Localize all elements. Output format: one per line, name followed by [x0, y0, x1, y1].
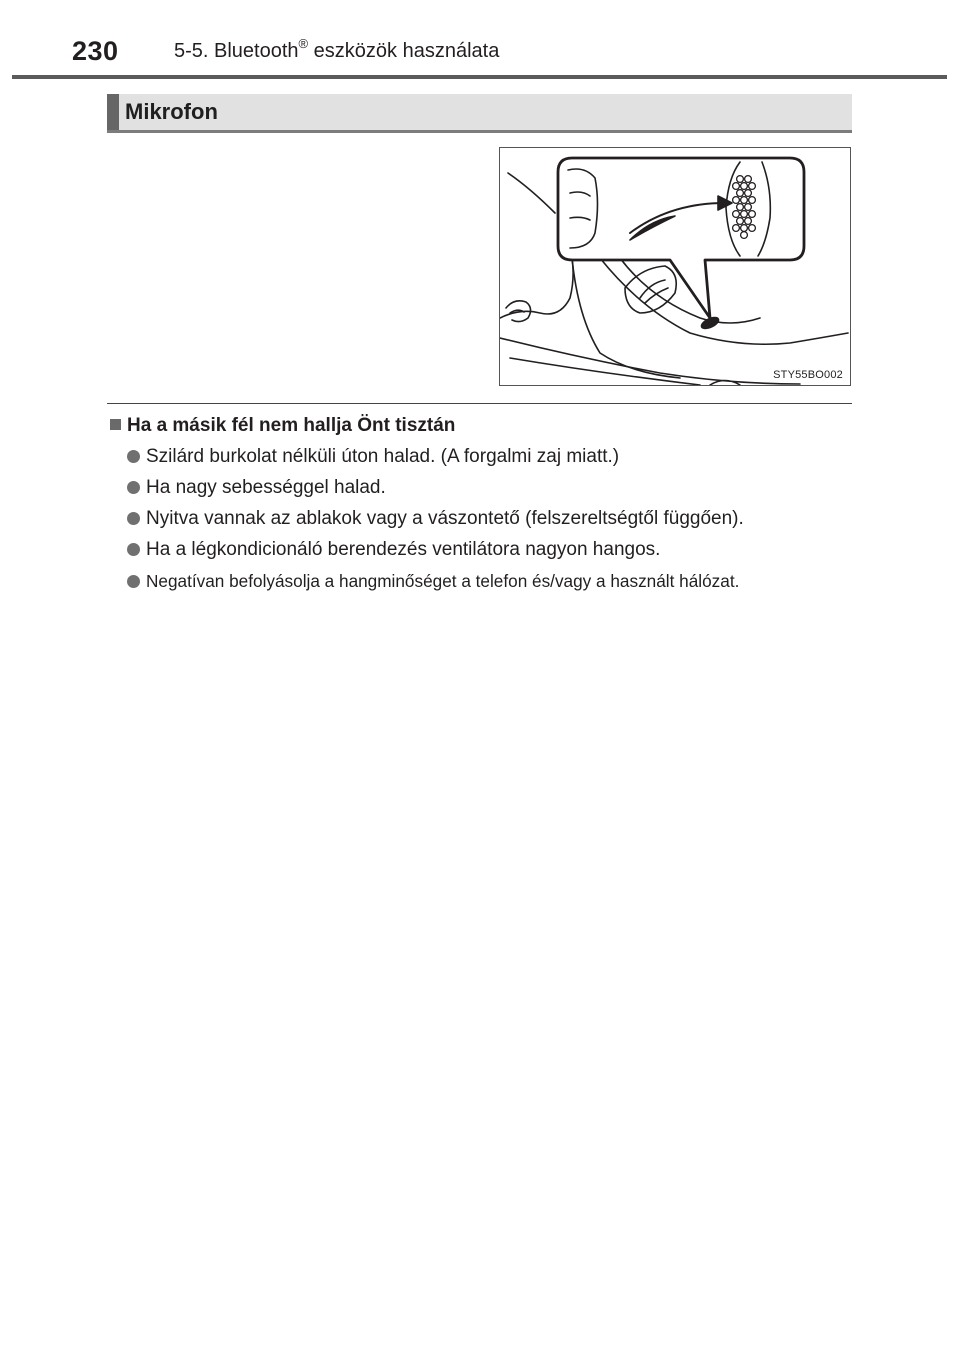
condition-heading: [110, 415, 455, 437]
list-item: [127, 567, 744, 598]
list-item: [127, 474, 744, 505]
list-item: [127, 443, 744, 474]
microphone-illustration: [499, 147, 851, 386]
bullet-icon: [127, 512, 140, 525]
running-head: [174, 36, 500, 63]
list-item-text: Nyitva vannak az ablakok vagy a vászontető (felszereltségtől függően).: [146, 508, 744, 529]
section-heading-bar: [107, 94, 852, 133]
section-accent: [107, 94, 119, 130]
square-bullet-icon: [110, 419, 121, 430]
overhead-console-drawing: [500, 148, 850, 385]
content-rule: [107, 403, 852, 404]
bullet-icon: [127, 450, 140, 463]
list-item-text: Negatívan befolyásolja a hangminőséget a telefon és/vagy a használt hálózat.: [146, 571, 740, 591]
running-head-suffix: eszközök használata: [308, 40, 500, 62]
condition-heading-text: Ha a másik fél nem hallja Önt tisztán: [127, 415, 456, 436]
list-item-text: Ha nagy sebességgel halad.: [146, 477, 386, 498]
registered-mark: ®: [298, 36, 309, 51]
list-item: [127, 536, 744, 567]
condition-list: [127, 443, 744, 598]
running-head-prefix: 5-5. Bluetooth: [174, 40, 299, 62]
header-rule: [12, 75, 947, 79]
bullet-icon: [127, 543, 140, 556]
bullet-icon: [127, 481, 140, 494]
bullet-icon: [127, 575, 140, 588]
list-item-text: Ha a légkondicionáló berendezés ventilátora nagyon hangos.: [146, 539, 661, 560]
page-number: 230: [72, 36, 119, 66]
list-item-text: Szilárd burkolat nélküli úton halad. (A forgalmi zaj miatt.): [146, 446, 620, 467]
list-item: [127, 505, 744, 536]
section-title: Mikrofon: [125, 99, 218, 124]
figure-code: STY55BO002: [773, 369, 843, 381]
